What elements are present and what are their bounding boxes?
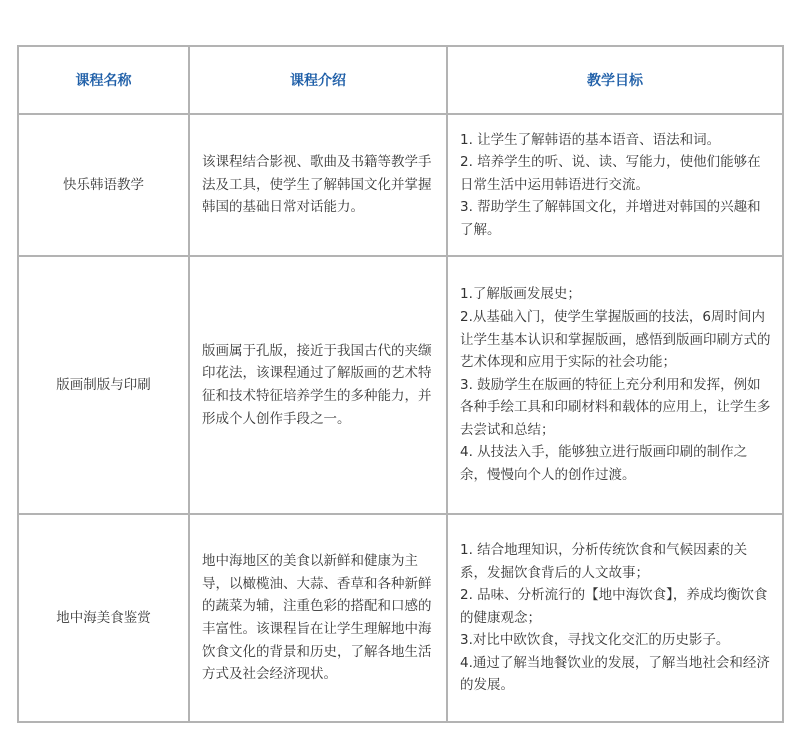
goal-item: 1. 结合地理知识，分析传统饮食和气候因素的关系，发掘饮食背后的人文故事； xyxy=(460,541,748,581)
goal-item: 1.了解版画发展史； xyxy=(460,286,581,303)
course-name: 地中海美食鉴赏 xyxy=(18,514,189,722)
course-intro xyxy=(189,114,447,256)
goal-item: 2.从基础入门，使学生掌握版画的技法，6周时间内让学生基本认识和掌握版画，感悟到版画印刷方式的艺术体现和应用于实际的社会功能； xyxy=(460,308,771,371)
course-name: 快乐韩语教学 xyxy=(18,114,189,256)
course-intro xyxy=(189,256,447,514)
goal-item: 2. 培养学生的听、说、读、写能力，使他们能够在日常生活中运用韩语进行交流。 xyxy=(460,154,761,193)
goal-item: 4. 从技法入手，能够独立进行版画印刷的制作之余，慢慢向个人的创作过渡。 xyxy=(460,444,748,484)
table-row xyxy=(18,256,783,514)
goal-item: 4.通过了解当地餐饮业的发展，了解当地社会和经济的发展。 xyxy=(460,654,770,694)
course-intro-text: 版画属于孔版，接近于我国古代的夹缬印花法，该课程通过了解版画的艺术特征和技术特征培养学生的多种能力，并形成个人创作手段之一。 xyxy=(202,342,432,427)
teaching-goals xyxy=(447,114,783,256)
header-course-name: 课程名称 xyxy=(18,46,189,114)
table-row xyxy=(18,514,783,722)
header-course-intro: 课程介绍 xyxy=(189,46,447,114)
course-name: 版画制版与印刷 xyxy=(18,256,189,514)
teaching-goals xyxy=(447,256,783,514)
course-intro-text: 该课程结合影视、歌曲及书籍等教学手法及工具，使学生了解韩国文化并掌握韩国的基础日常对话能力。 xyxy=(202,154,432,216)
goal-item: 3. 鼓励学生在版画的特征上充分利用和发挥，例如各种手绘工具和印刷材料和载体的应用上，让学生多去尝试和总结； xyxy=(460,376,771,438)
course-intro-text: 地中海地区的美食以新鲜和健康为主导，以橄榄油、大蒜、香草和各种新鲜的蔬菜为辅，注重色彩的搭配和口感的丰富性。该课程旨在让学生理解地中海饮食文化的背景和历史，了解各地生活方式及社会经济现状。 xyxy=(202,553,432,683)
goal-item: 3. 帮助学生了解韩国文化，并增进对韩国的兴趣和了解。 xyxy=(460,199,761,238)
table-row xyxy=(18,114,783,256)
course-table xyxy=(17,45,784,723)
goal-item: 2. 品味、分析流行的【地中海饮食】，养成均衡饮食的健康观念； xyxy=(460,587,768,626)
teaching-goals xyxy=(447,514,783,722)
header-row xyxy=(18,46,783,114)
header-teaching-goals: 教学目标 xyxy=(447,46,783,114)
goal-item: 3.对比中欧饮食，寻找文化交汇的历史影子。 xyxy=(460,632,730,649)
course-intro xyxy=(189,514,447,722)
goal-item: 1. 让学生了解韩语的基本语音、语法和词。 xyxy=(460,131,721,148)
